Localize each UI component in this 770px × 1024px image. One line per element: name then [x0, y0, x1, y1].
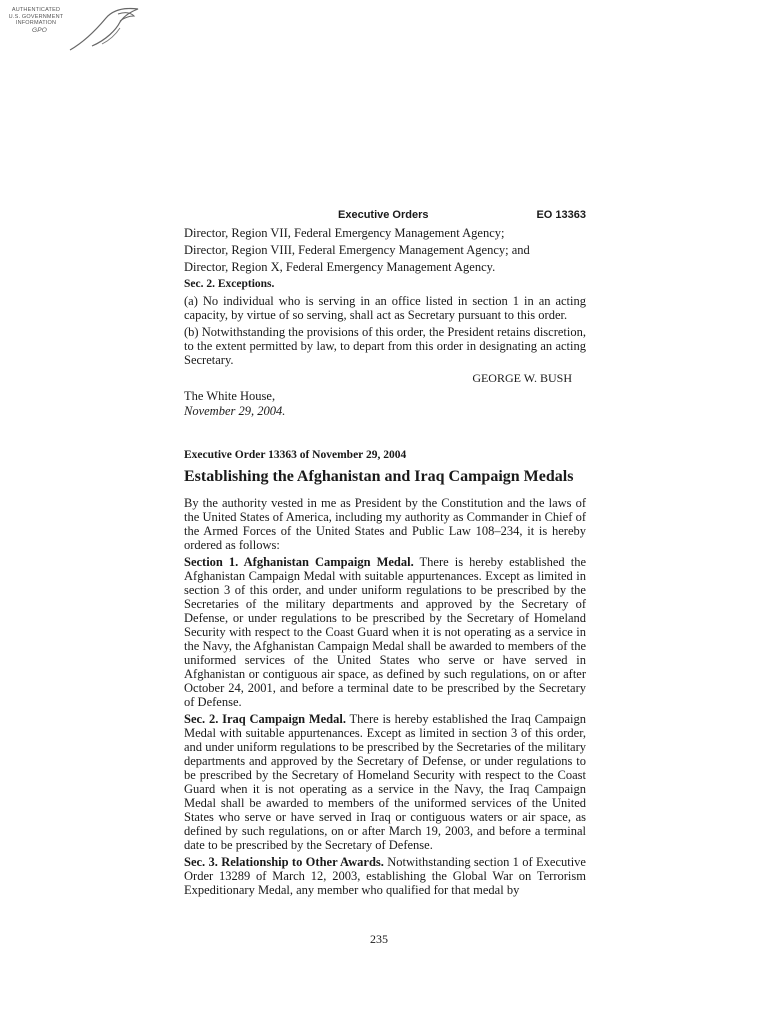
sec2-exceptions-heading: Sec. 2. Exceptions.	[184, 278, 275, 290]
director-line: Director, Region X, Federal Emergency Management Agency.	[184, 260, 496, 274]
date-line: November 29, 2004.	[184, 404, 286, 418]
executive-order-title: Establishing the Afghanistan and Iraq Campaign Medals	[184, 468, 574, 485]
running-head	[184, 206, 586, 226]
section-2	[184, 712, 586, 852]
section-3	[184, 855, 586, 897]
executive-order-heading: Executive Order 13363 of November 29, 2004	[184, 449, 407, 461]
sec2-paragraph-b: (b) Notwithstanding the provisions of this order, the President retains discretion, to the extent permitted by law, to depart from this order in designating an acting Secretary.	[184, 325, 586, 367]
running-head-title: Executive Orders	[338, 209, 429, 221]
logo-mark: GPO	[32, 26, 48, 34]
place-line: The White House,	[184, 389, 276, 403]
eagle-icon	[62, 4, 146, 52]
section-1	[184, 555, 586, 709]
preamble: By the authority vested in me as President by the Constitution and the laws of the United States of America, including my authority as Commander in Chief of the Armed Forces of the United States and Public Law 108–234, it is hereby ordered as follows:	[184, 496, 586, 552]
director-line: Director, Region VIII, Federal Emergency Management Agency; and	[184, 243, 530, 257]
section-2-heading: Sec. 2. Iraq Campaign Medal.	[184, 712, 346, 726]
running-head-eo-number: EO 13363	[536, 209, 586, 221]
logo-line-1: AUTHENTICATED	[11, 7, 61, 13]
signature: GEORGE W. BUSH	[472, 371, 572, 385]
section-3-heading: Sec. 3. Relationship to Other Awards.	[184, 855, 384, 869]
document-page	[184, 206, 586, 900]
sec2-paragraph-a: (a) No individual who is serving in an office listed in section 1 in an acting capacity, by virtue of so serving, shall act as Secretary pursuant to this order.	[184, 294, 586, 322]
section-2-text: There is hereby established the Iraq Campaign Medal with suitable appurtenances. Except as limited in section 3 of this order, and under uniform regulations to be prescribed by the Secretaries of the military departments and approved by the Secretary of Defense, or under regulations to be prescribed by the Secretary of Homeland Security with respect to the Coast Guard when it is not operating as a service in the Navy, the Iraq Campaign Medal shall be awarded to members of the uniformed services of the United States who serve or have served in Iraq or contiguous waters or air space, as defined by such regulations, on or after March 19, 2003, and before a terminal date to be prescribed by the Secretary of Defense.	[184, 712, 586, 852]
director-line: Director, Region VII, Federal Emergency Management Agency;	[184, 226, 505, 240]
document-body	[184, 226, 586, 897]
logo-line-3: INFORMATION	[15, 20, 57, 26]
section-1-heading: Section 1. Afghanistan Campaign Medal.	[184, 555, 414, 569]
gpo-authentication-logo	[4, 4, 144, 48]
section-3-text: Notwithstanding section 1 of Executive Order 13289 of March 12, 2003, establishing the Global War on Terrorism Expeditionary Medal, any member who qualified for that medal by	[184, 855, 586, 897]
page-number: 235	[370, 932, 388, 946]
section-1-text: There is hereby established the Afghanistan Campaign Medal with suitable appurtenances. Except as limited in section 3 of this order, and under uniform regulations to be prescribed by the Secretaries of the military departments and approved by the Secretary of Defense, or under regulations to be prescribed by the Secretary of Homeland Security with respect to the Coast Guard when it is not operating as a service in the Navy, the Afghanistan Campaign Medal shall be awarded to members of the uniformed services of the United States who serve or have served in Afghanistan or contiguous air space, as defined by such regulations, on or after October 24, 2001, and before a terminal date to be prescribed by the Secretary of Defense.	[184, 555, 586, 709]
logo-line-2: U.S. GOVERNMENT	[8, 13, 64, 20]
